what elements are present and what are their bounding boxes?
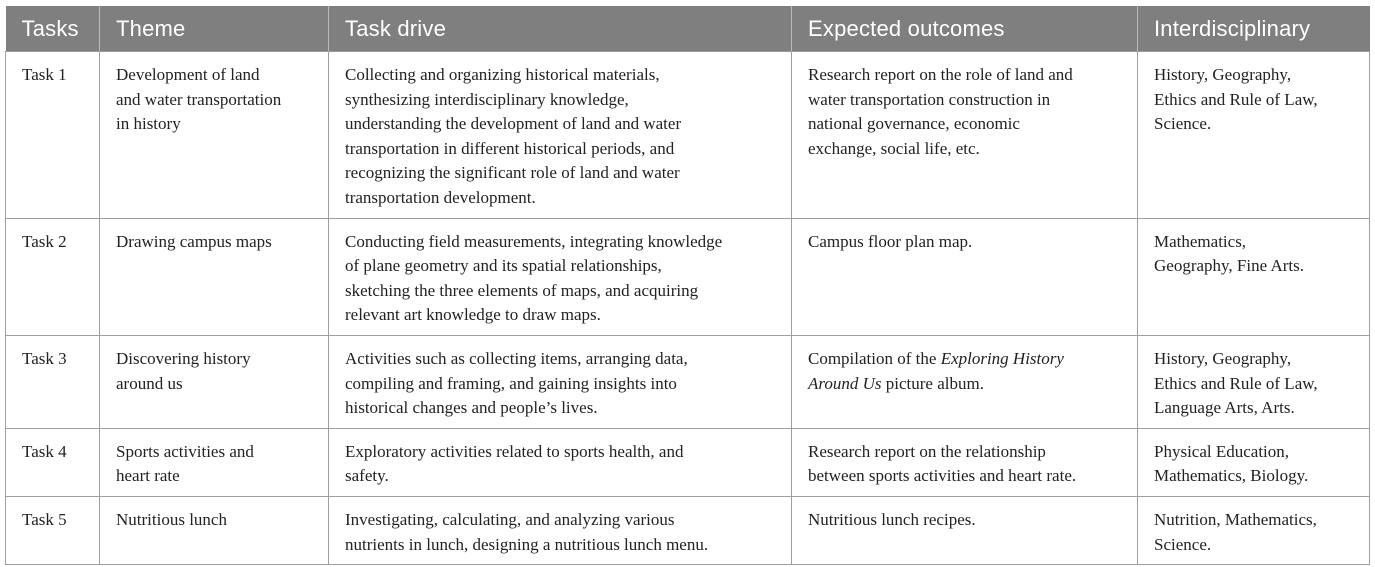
text-line: and water transportation [116,89,282,109]
task-label: Task 4 [22,441,67,461]
text-line: Science. [1154,534,1212,554]
table-row [6,496,1370,564]
text-line: nutrients in lunch, designing a nutritious lunch menu. [345,534,709,554]
cell-theme [100,218,329,335]
text-line: exchange, social life, etc. [808,138,980,158]
header-task-drive: Task drive [329,6,792,52]
text-line: picture album. [881,373,984,393]
header-theme: Theme [100,6,329,52]
text-line: transportation in different historical periods, and [345,138,675,158]
text-line: understanding the development of land and water [345,114,682,134]
cell-task-drive [329,335,792,428]
header-expected-outcomes: Expected outcomes [792,6,1138,52]
text-line: Nutritious lunch [116,509,227,529]
table-row [6,335,1370,428]
text-line: Mathematics, [1154,231,1247,251]
table-body [6,52,1370,565]
text-line: synthesizing interdisciplinary knowledge, [345,89,629,109]
text-line: between sports activities and heart rate. [808,466,1077,486]
text-line: sketching the three elements of maps, and acquiring [345,280,699,300]
text-line: Activities such as collecting items, arranging data, [345,348,688,368]
cell-task-drive [329,52,792,219]
text-line: History, Geography, [1154,65,1292,84]
text-line: Conducting field measurements, integrating knowledge [345,231,723,251]
task-label: Task 3 [22,348,67,368]
cell-task [6,496,100,564]
text-line: Research report on the role of land and [808,65,1073,84]
text-line: Ethics and Rule of Law, [1154,373,1318,393]
text-line: heart rate [116,466,180,486]
header-tasks: Tasks [6,6,100,52]
text-line: national governance, economic [808,114,1020,134]
header-interdisciplinary: Interdisciplinary [1138,6,1370,52]
cell-expected-outcomes [792,218,1138,335]
text-line: Compilation of the [808,348,941,368]
task-label: Task 5 [22,509,67,529]
text-line: Research report on the relationship [808,441,1046,461]
cell-interdisciplinary [1138,428,1370,496]
cell-interdisciplinary [1138,52,1370,219]
cell-task [6,52,100,219]
cell-theme [100,496,329,564]
text-line: of plane geometry and its spatial relationships, [345,256,662,276]
text-line: around us [116,373,183,393]
text-line: Exploratory activities related to sports health, and [345,441,684,461]
text-line: Campus floor plan map. [808,231,973,251]
text-line: recognizing the significant role of land and water [345,163,680,183]
album-title-part: Exploring History [940,348,1064,368]
cell-task [6,428,100,496]
cell-task [6,335,100,428]
tasks-table-container [5,6,1369,565]
text-line: compiling and framing, and gaining insights into [345,373,677,393]
text-line: Drawing campus maps [116,231,272,251]
table-header [6,6,1370,52]
text-line: Discovering history [116,348,251,368]
cell-theme [100,428,329,496]
text-line: Science. [1154,114,1212,134]
table-row [6,218,1370,335]
text-line: transportation development. [345,187,536,207]
text-line: Physical Education, [1154,441,1290,461]
text-line: Investigating, calculating, and analyzing various [345,509,675,529]
text-line: historical changes and people’s lives. [345,398,598,418]
tasks-table [5,6,1370,565]
cell-task [6,218,100,335]
cell-expected-outcomes [792,428,1138,496]
cell-interdisciplinary [1138,218,1370,335]
cell-interdisciplinary [1138,335,1370,428]
table-row [6,52,1370,219]
text-line: History, Geography, [1154,348,1292,368]
text-line: safety. [345,466,389,486]
cell-theme [100,52,329,219]
text-line: Language Arts, Arts. [1154,398,1295,418]
text-line: in history [116,114,181,134]
album-title-part: Around Us [808,373,882,393]
text-line: Geography, Fine Arts. [1154,256,1304,276]
cell-task-drive [329,428,792,496]
task-label: Task 1 [22,65,67,84]
task-label: Task 2 [22,231,67,251]
text-line: Nutritious lunch recipes. [808,509,976,529]
cell-task-drive [329,496,792,564]
cell-task-drive [329,218,792,335]
text-line: water transportation construction in [808,89,1051,109]
text-line: Nutrition, Mathematics, [1154,509,1317,529]
text-line: Development of land [116,65,260,84]
cell-expected-outcomes [792,496,1138,564]
text-line: Ethics and Rule of Law, [1154,89,1318,109]
text-line: Collecting and organizing historical materials, [345,65,660,84]
cell-theme [100,335,329,428]
header-row [6,6,1370,52]
table-row [6,428,1370,496]
cell-expected-outcomes [792,335,1138,428]
text-line: Mathematics, Biology. [1154,466,1309,486]
cell-interdisciplinary [1138,496,1370,564]
cell-expected-outcomes [792,52,1138,219]
text-line: relevant art knowledge to draw maps. [345,305,601,325]
text-line: Sports activities and [116,441,254,461]
